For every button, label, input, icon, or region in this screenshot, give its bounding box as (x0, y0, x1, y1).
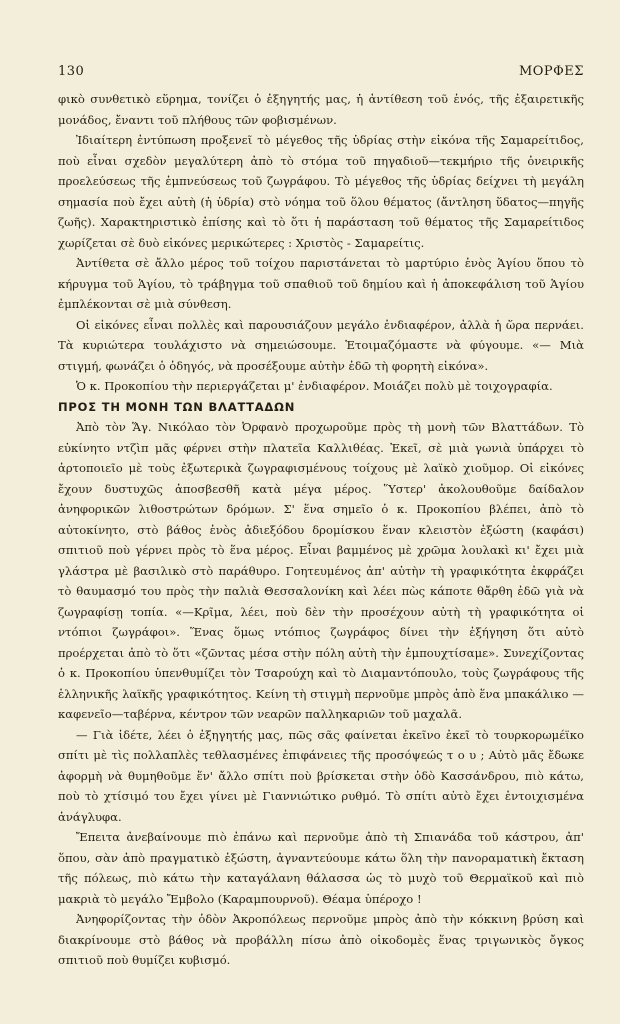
paragraph: Ἀνηφορίζοντας τὴν ὁδὸν Ἀκροπόλεως περνοῦμε μπρὸς ἀπὸ τὴν κόκκινη βρύση καὶ διακρίνουμε στὸ βάθος νὰ προβάλλη πίσω ἀπὸ οἰκοδομὲς ἕνας τριγωνικὸς ὄγκος σπιτιοῦ ποὺ θυμίζει κυβισμό. (58, 912, 584, 967)
page-number: 130 (58, 64, 85, 79)
paragraph: — Γιὰ ἰδέτε, λέει ὁ ἐξηγητής μας, πῶς σᾶς φαίνεται ἐκεῖνο ἐκεῖ τὸ τουρκορωμέϊκο σπίτι μὲ τὶς πολλαπλὲς τεθλασμένες ἐπιφάνειες τῆς προσόψεώς τ ο υ ; Αὐτὸ μᾶς ἔδωκε ἀφορμὴ νὰ θυμηθοῦμε ἕν' ἄλλο σπίτι ποὺ βρίσκεται στὴν ὁδὸ Κασσάνδρου, πιὸ κάτω, ποὺ τὸ χτίσιμό του ἔχει γίνει μὲ Γιαννιώτικο ρυθμό. Τὸ σπίτι αὐτὸ ἔχει ἐντοιχισμένα ἀνάγλυφα. (58, 727, 584, 824)
paragraph: Ὁ κ. Προκοπίου τὴν περιεργάζεται μ' ἐνδιαφέρον. Μοιάζει πολὺ μὲ τοιχογραφία. (76, 379, 553, 393)
paragraph: Οἱ εἰκόνες εἶναι πολλὲς καὶ παρουσιάζουν μεγάλο ἐνδιαφέρον, ἀλλὰ ἡ ὥρα περνάει. Τὰ κυριώτερα τουλάχιστο νὰ σημειώσουμε. Ἑτοιμαζόμαστε νὰ φύγουμε. «— Μιὰ στιγμή, φωνάζει ὁ ὁδηγός, νὰ προσέξουμε αὐτὴν ἐδῶ τὴ φορητὴ εἰκόνα». (58, 317, 584, 373)
paragraph: Ἀντίθετα σὲ ἄλλο μέρος τοῦ τοίχου παριστάνεται τὸ μαρτύριο ἑνὸς Ἁγίου ὅπου τὸ κήρυγμα τοῦ Ἁγίου, τὸ τράβηγμα τοῦ σπαθιοῦ τοῦ δημίου καὶ ἡ ἀποκεφάλιση τοῦ Ἁγίου ἐμπλέκονται σὲ μιὰ σύνθεση. (58, 256, 584, 311)
paragraph: Ἰδιαίτερη ἐντύπωση προξενεῖ τὸ μέγεθος τῆς ὑδρίας στὴν εἰκόνα τῆς Σαμαρείτιδος, ποὺ εἶναι σχεδὸν μεγαλύτερη ἀπὸ τὸ στόμα τοῦ πηγαδιοῦ—τεκμήριο τῆς ὀνειρικῆς προελεύσεως τῆς ἐμπνεύσεως τοῦ ζωγράφου. Τὸ μέγεθος τῆς ὑδρίας δείχνει τὴ μεγάλη σημασία ποὺ ἔχει αὐτὴ (ἡ ὑδρία) στὸ νόημα τοῦ ὅλου θέματος (ἄντληση ὕδατος—πηγῆς ζωῆς). Χαρακτηριστικὸ ἐπίσης καὶ τὸ ὅτι ἡ παράσταση τοῦ θέματος τῆς Σαμαρείτιδος χωρίζεται σὲ δυὸ εἰκόνες μερικώτερες : Χριστὸς - Σαμαρείτις. (58, 133, 584, 250)
paragraph: Ἀπὸ τὸν Ἅγ. Νικόλαο τὸν Ὀρφανὸ προχωροῦμε πρὸς τὴ μονὴ τῶν Βλαττάδων. Τὸ εὐκίνητο ντζὶπ μᾶς φέρνει στὴν πλατεῖα Καλλιθέας. Ἐκεῖ, σὲ μιὰ γωνιὰ ὑπάρχει τὸ ἀρτοποιεῖο μὲ τοὺς ἐξωτερικὰ ζωγραφισμένους τοίχους μὲ λαϊκὸ χιοῦμορ. Οἱ εἰκόνες ἔχουν δυστυχῶς ἀποσβεσθῆ κατὰ μέγα μέρος. Ὕστερ' ἀκολουθοῦμε δαίδαλον ἀνηφορικῶν λιθοστρώτων δρόμων. Σ' ἕνα σημεῖο ὁ κ. Προκοπίου βλέπει, ἀπὸ τὸ αὐτοκίνητο, στὸ βάθος ἑνὸς ἀδιεξόδου δρομίσκου ἕναν κλειστὸν ἐξώστη (καφάσι) σπιτιοῦ ποὺ γέρνει πρὸς τὸ ἕνα μέρος. Εἶναι βαμμένος μὲ χρῶμα λουλακὶ κι' ἔχει μιὰ γλάστρα μὲ βασιλικὸ στὸ παράθυρο. Γοητευμένος ἀπ' αὐτὴν τὴ γραφικότητα ἐκφράζει τὸ θαυμασμό του πρὸς τὴν παλιὰ Θεσσαλονίκη καὶ λέει πὼς κάποτε θἄρθη ἐδῶ γιὰ νὰ ζωγραφίσῃ τοπία. «—Κρῖμα, λέει, ποὺ δὲν τὴν προσέχουν αὐτὴ τὴ γραφικότητα οἱ ντόπιοι ζωγράφοι». Ἕνας ὅμως ντόπιος ζωγράφος δίνει τὴν ἐξήγηση ὅτι αὐτὸ προέρχεται ἀπὸ τὸ ὅτι «ζῶντας μέσα στὴν πόλη αὐτὴ τὴν ἐμπουχτίσαμε». Συνεχίζοντας ὁ κ. Προκοπίου ὑπενθυμίζει τὸν Τσαρούχη καὶ τὸ Διαμαντόπουλο, τοὺς ζωγράφους τῆς ἑλληνικῆς λαϊκῆς γραφικότητος. Κείνη τὴ στιγμὴ περνοῦμε μπρὸς ἀπὸ ἕνα μπακάλικο —καφενεῖο—ταβέρνα, κέντρον τῶν νεαρῶν παλληκαριῶν τοῦ μαχαλᾶ. (58, 420, 584, 721)
paragraph: φικὸ συνθετικὸ εὕρημα, τονίζει ὁ ἐξηγητής μας, ἡ ἀντίθεση τοῦ ἑνός, τῆς ἐξαιρετικῆς μονάδος, ἔναντι τοῦ πλήθους τῶν φοβισμένων. (58, 92, 584, 127)
journal-title: ΜΟΡΦΕΣ (518, 64, 584, 79)
page-header (58, 64, 584, 79)
section-heading: ΠΡΟΣ ΤΗ ΜΟΝΗ ΤΩΝ ΒΛΑΤΤΑΔΩΝ (58, 399, 296, 414)
paragraph: Ἔπειτα ἀνεβαίνουμε πιὸ ἐπάνω καὶ περνοῦμε ἀπὸ τὴ Σπιανάδα τοῦ κάστρου, ἀπ' ὅπου, σὰν ἀπὸ πραγματικὸ ἐξώστη, ἀγναντεύουμε κάτω ὅλη τὴν πανοραματικὴ ἔκταση τῆς πόλεως, πιὸ κάτω τὴν καταγάλανη θάλασσα ὡς τὸ μυχὸ τοῦ Θερμαϊκοῦ καὶ πιὸ μακριὰ τὸ μεγάλο Ἔμβολο (Καραμπουρνοῦ). Θέαμα ὑπέροχο ! (58, 830, 584, 906)
page-body (58, 89, 584, 971)
